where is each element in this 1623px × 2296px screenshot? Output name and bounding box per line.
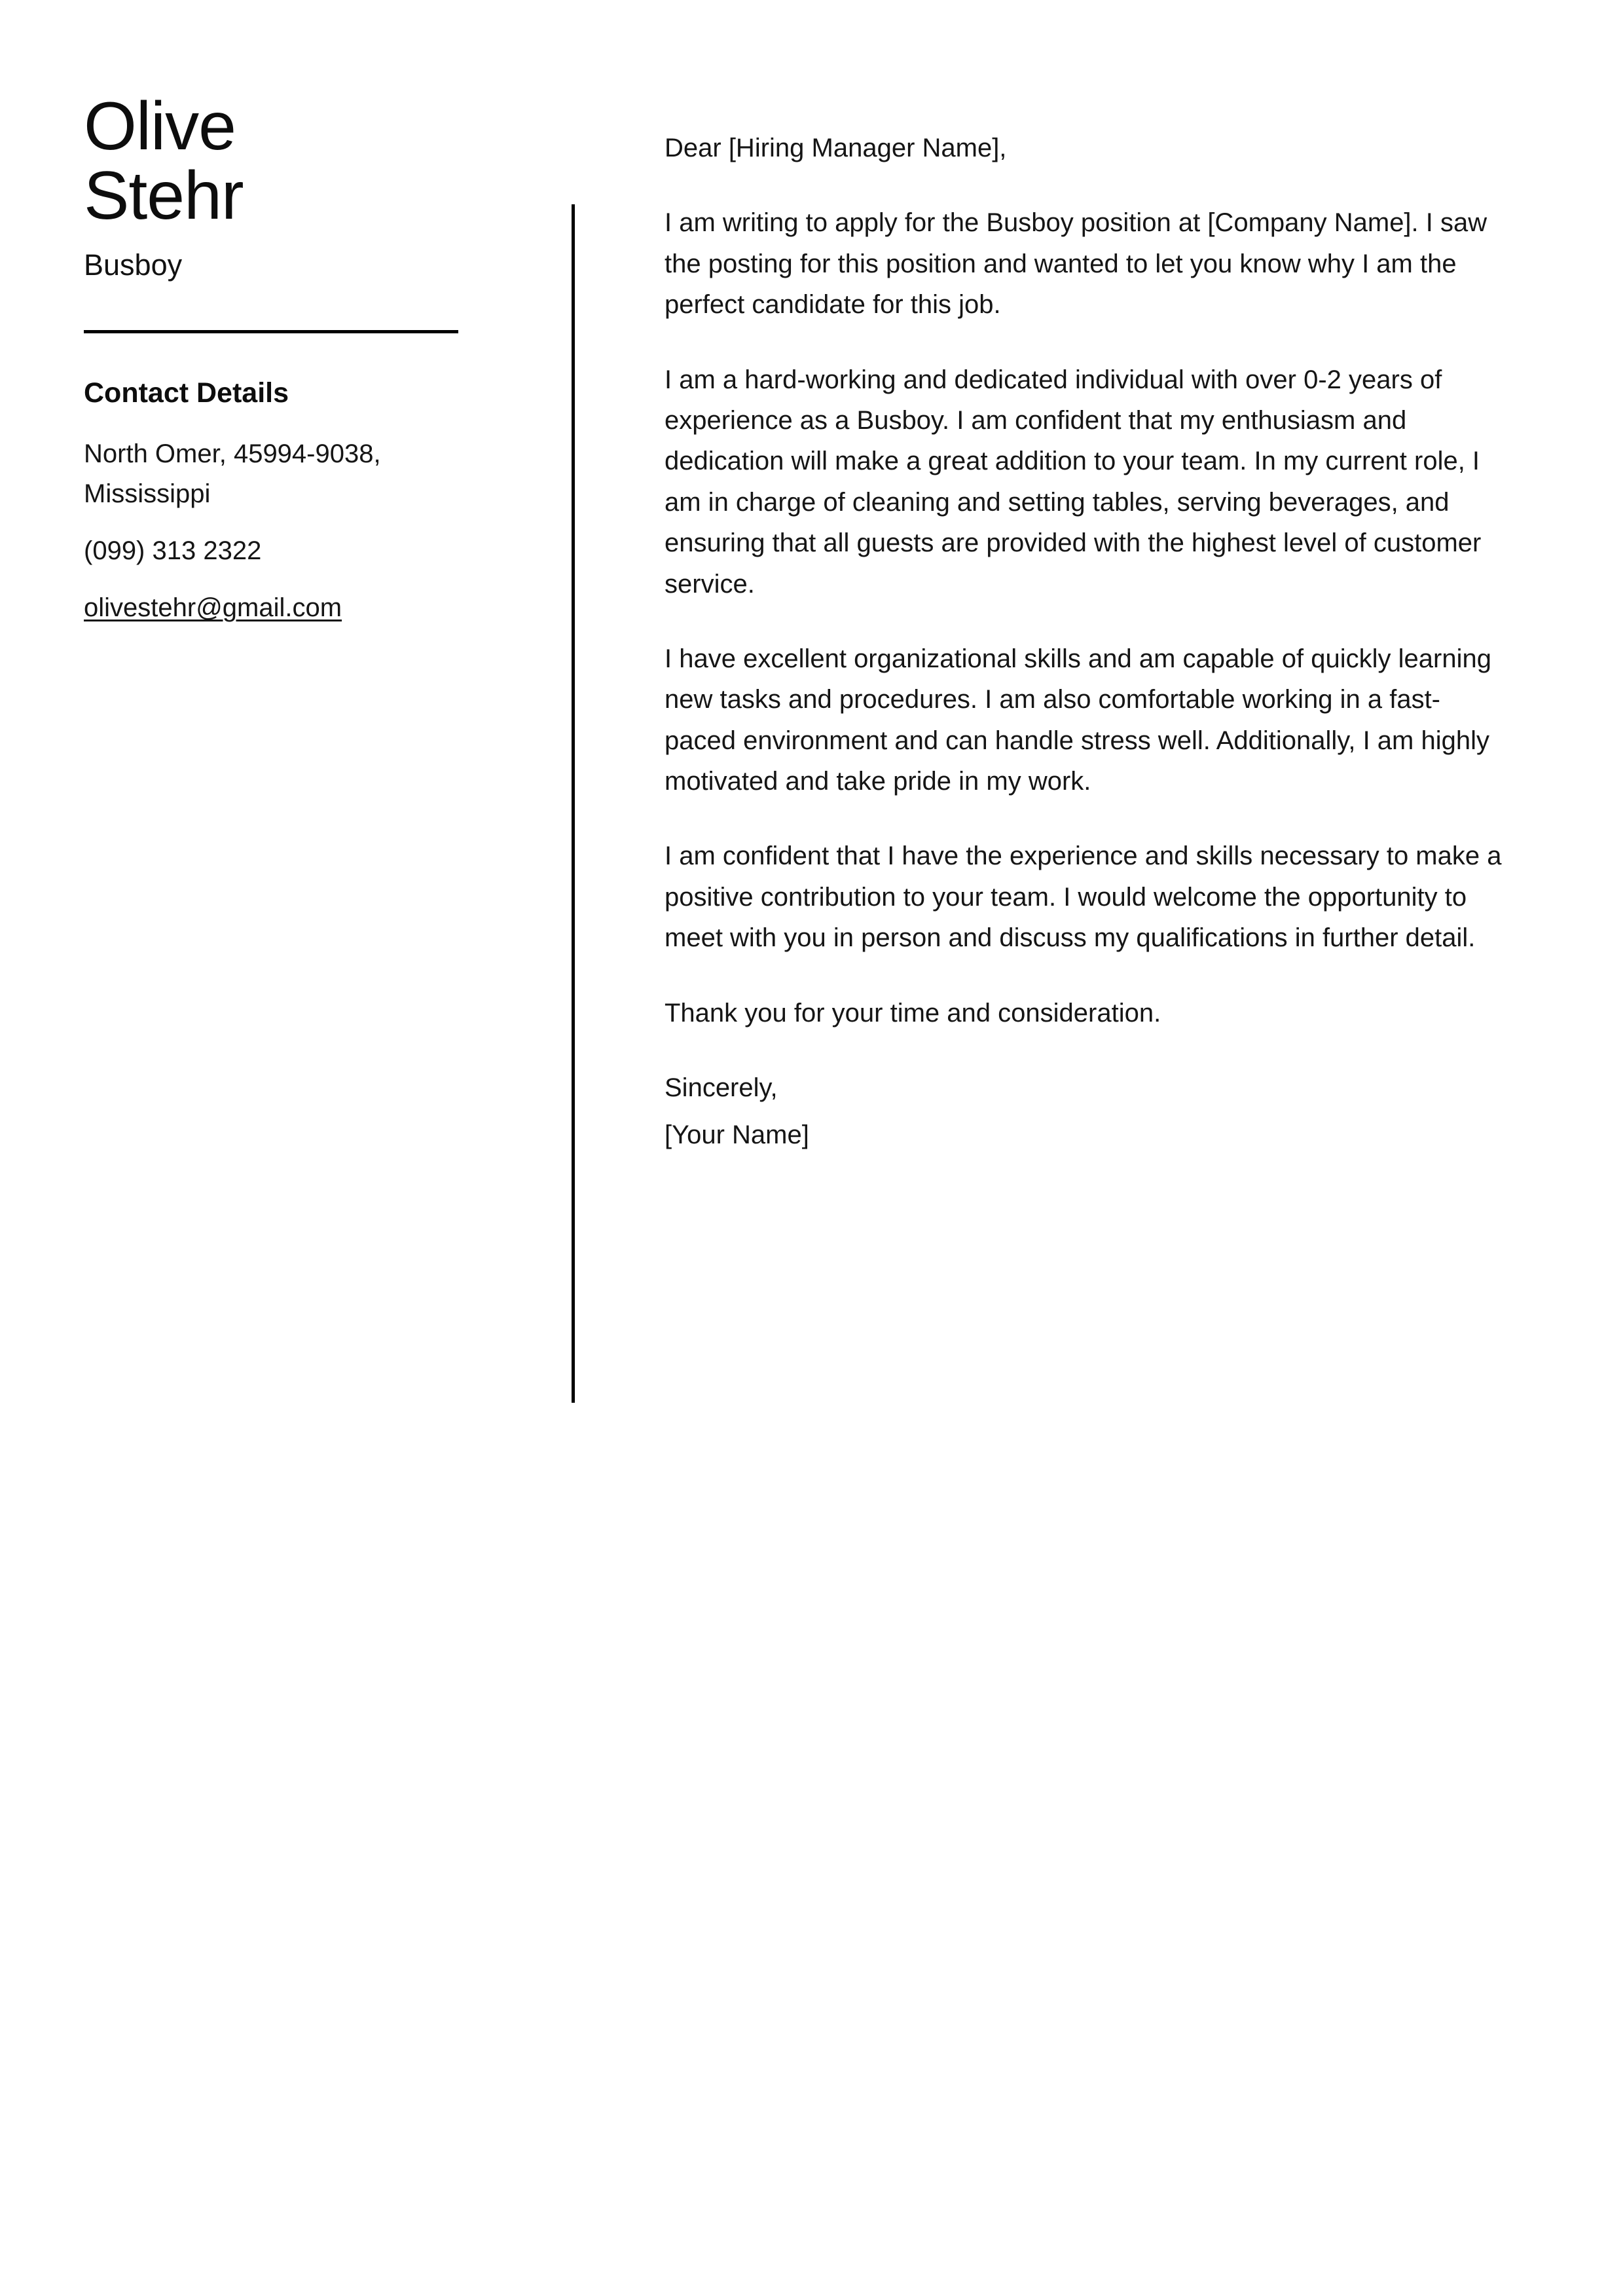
contact-email-row [84,588,411,628]
letter-paragraph: I am writing to apply for the Busboy position at [Company Name]. I saw the posting for this position and wanted to let you know why I am the perfect candidate for this job. [665,208,1487,320]
letter-thanks: Thank you for your time and consideration. [665,998,1161,1028]
last-name: Stehr [84,158,244,234]
contact-details-list [84,434,477,629]
letter-body [665,128,1509,1156]
letter-paragraph: I am confident that I have the experience and skills necessary to make a positive contribution to your team. I would welcome the opportunity to meet with you in person and discuss my qualifications in further detail. [665,842,1502,953]
column-divider [572,204,575,1403]
letter-closing: Sincerely, [665,1073,778,1103]
first-name: Olive [84,88,236,164]
sidebar [84,88,477,629]
contact-details-heading: Contact Details [84,377,289,409]
contact-email-link[interactable]: olivestehr@gmail.com [84,593,342,623]
letter-salutation: Dear [Hiring Manager Name], [665,134,1007,162]
letter-paragraph: I have excellent organizational skills and am capable of quickly learning new tasks and procedures. I am also comfortable working in a fast-paced environment and can handle stress well. Additionally, I am highly motivated and take pride in my work. [665,644,1491,796]
letter-paragraph: I am a hard-working and dedicated individual with over 0-2 years of experience as a Busboy. I am confident that my enthusiasm and dedication will make a great addition to your team. In my current role, I am in charge of cleaning and setting tables, serving beverages, and ensuring that all guests are provided with the highest level of customer service. [665,365,1482,599]
applicant-name [84,88,477,234]
contact-phone: (099) 313 2322 [84,536,262,566]
contact-address: North Omer, 45994-9038, Mississippi [84,439,381,508]
header-divider-rule [84,330,458,333]
letter-signature: [Your Name] [665,1120,809,1150]
job-title: Busboy [84,248,183,282]
